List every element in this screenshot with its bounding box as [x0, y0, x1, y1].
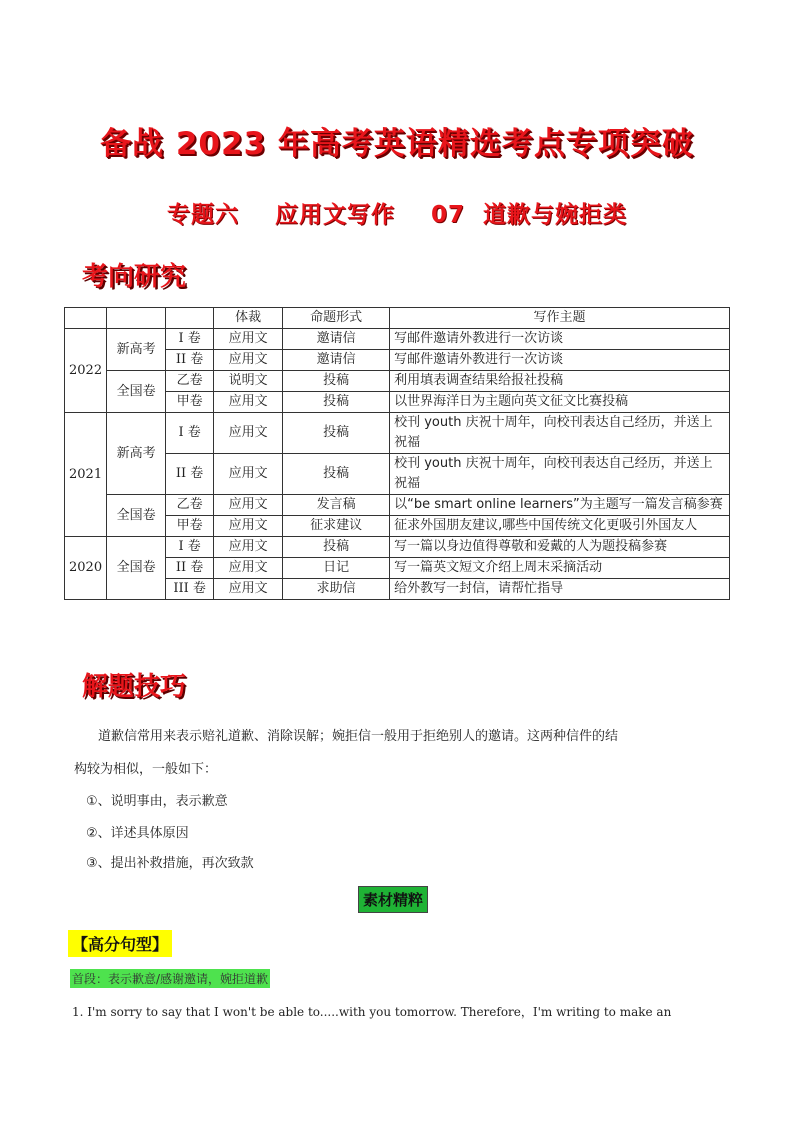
- paper-cell: I 卷: [166, 413, 214, 454]
- form-cell: 日记: [283, 558, 390, 579]
- form-cell: 投稿: [283, 392, 390, 413]
- table-row: [65, 537, 730, 558]
- paper-cell: 乙卷: [166, 371, 214, 392]
- structure-step: ②、详述具体原因: [86, 826, 189, 841]
- topic-cell: 写一篇以身边值得尊敬和爱戴的人为题投稿参赛: [390, 537, 730, 558]
- topic-cell: 校刊 youth 庆祝十周年，向校刊表达自己经历，并送上祝福: [390, 413, 730, 454]
- paper-cell: 甲卷: [166, 392, 214, 413]
- material-label: 素材精粹: [358, 886, 428, 913]
- genre-cell: 应用文: [214, 495, 283, 516]
- form-cell: 投稿: [283, 371, 390, 392]
- paper-cell: 乙卷: [166, 495, 214, 516]
- form-cell: 发言稿: [283, 495, 390, 516]
- genre-cell: 应用文: [214, 350, 283, 371]
- topic-cell: 利用填表调查结果给报社投稿: [390, 371, 730, 392]
- paper-cell: I 卷: [166, 537, 214, 558]
- form-cell: 投稿: [283, 454, 390, 495]
- genre-cell: 说明文: [214, 371, 283, 392]
- topic-cell: 写一篇英文短文介绍上周末采摘活动: [390, 558, 730, 579]
- topic-cell: 以世界海洋日为主题向英文征文比赛投稿: [390, 392, 730, 413]
- table-row: [65, 495, 730, 516]
- topic-cell: 以“be smart online learners”为主题写一篇发言稿参赛: [390, 495, 730, 516]
- exam-group-cell: 全国卷: [107, 537, 166, 600]
- year-cell: 2021: [65, 413, 107, 537]
- exam-group-cell: 新高考: [107, 413, 166, 495]
- genre-cell: 应用文: [214, 579, 283, 600]
- table-header-cell: [65, 308, 107, 329]
- paper-cell: I 卷: [166, 329, 214, 350]
- table-header-row: [65, 308, 730, 329]
- form-cell: 邀请信: [283, 350, 390, 371]
- section-heading-research: 考向研究: [82, 262, 187, 292]
- body-paragraph: 构较为相似，一般如下：: [74, 762, 218, 777]
- topic-cell: 写邮件邀请外教进行一次访谈: [390, 350, 730, 371]
- genre-cell: 应用文: [214, 329, 283, 350]
- structure-step: ①、说明事由，表示歉意: [86, 794, 228, 809]
- year-cell: 2022: [65, 329, 107, 413]
- table-row: [65, 413, 730, 454]
- topic-cell: 写邮件邀请外教进行一次访谈: [390, 329, 730, 350]
- paper-cell: II 卷: [166, 454, 214, 495]
- form-cell: 投稿: [283, 537, 390, 558]
- paper-cell: II 卷: [166, 350, 214, 371]
- opening-paragraph-label: 首段：表示歉意/感谢邀请，婉拒道歉: [70, 969, 270, 988]
- table-header-cell: 写作主题: [390, 308, 730, 329]
- form-cell: 求助信: [283, 579, 390, 600]
- paper-cell: 甲卷: [166, 516, 214, 537]
- form-cell: 投稿: [283, 413, 390, 454]
- topic-cell: 校刊 youth 庆祝十周年，向校刊表达自己经历，并送上祝福: [390, 454, 730, 495]
- exam-group-cell: 全国卷: [107, 495, 166, 537]
- exam-topics-table: [64, 307, 730, 600]
- table-header-cell: [166, 308, 214, 329]
- genre-cell: 应用文: [214, 558, 283, 579]
- document-subtitle: 专题六 应用文写作 07 道歉与婉拒类: [166, 202, 628, 228]
- structure-step: ③、提出补救措施，再次致款: [86, 856, 254, 871]
- form-cell: 邀请信: [283, 329, 390, 350]
- body-paragraph: 道歉信常用来表示赔礼道歉、消除误解；婉拒信一般用于拒绝别人的邀请。这两种信件的结: [98, 729, 619, 744]
- section-heading-techniques: 解题技巧: [82, 672, 187, 702]
- topic-cell: 给外教写一封信，请帮忙指导: [390, 579, 730, 600]
- table-header-cell: 体裁: [214, 308, 283, 329]
- table-header-cell: [107, 308, 166, 329]
- table-row: [65, 329, 730, 350]
- paper-cell: III 卷: [166, 579, 214, 600]
- topic-cell: 征求外国朋友建议,哪些中国传统文化更吸引外国友人: [390, 516, 730, 537]
- table-row: [65, 371, 730, 392]
- paper-cell: II 卷: [166, 558, 214, 579]
- document-title: 备战 2023 年高考英语精选考点专项突破: [100, 126, 694, 162]
- year-cell: 2020: [65, 537, 107, 600]
- genre-cell: 应用文: [214, 537, 283, 558]
- example-sentence: 1. I'm sorry to say that I won't be able to.....with you tomorrow. Therefore，I'm writing to make an: [72, 1005, 672, 1019]
- genre-cell: 应用文: [214, 413, 283, 454]
- exam-group-cell: 新高考: [107, 329, 166, 371]
- genre-cell: 应用文: [214, 516, 283, 537]
- exam-group-cell: 全国卷: [107, 371, 166, 413]
- genre-cell: 应用文: [214, 392, 283, 413]
- genre-cell: 应用文: [214, 454, 283, 495]
- form-cell: 征求建议: [283, 516, 390, 537]
- sentence-pattern-label: 【高分句型】: [68, 930, 172, 957]
- table-header-cell: 命题形式: [283, 308, 390, 329]
